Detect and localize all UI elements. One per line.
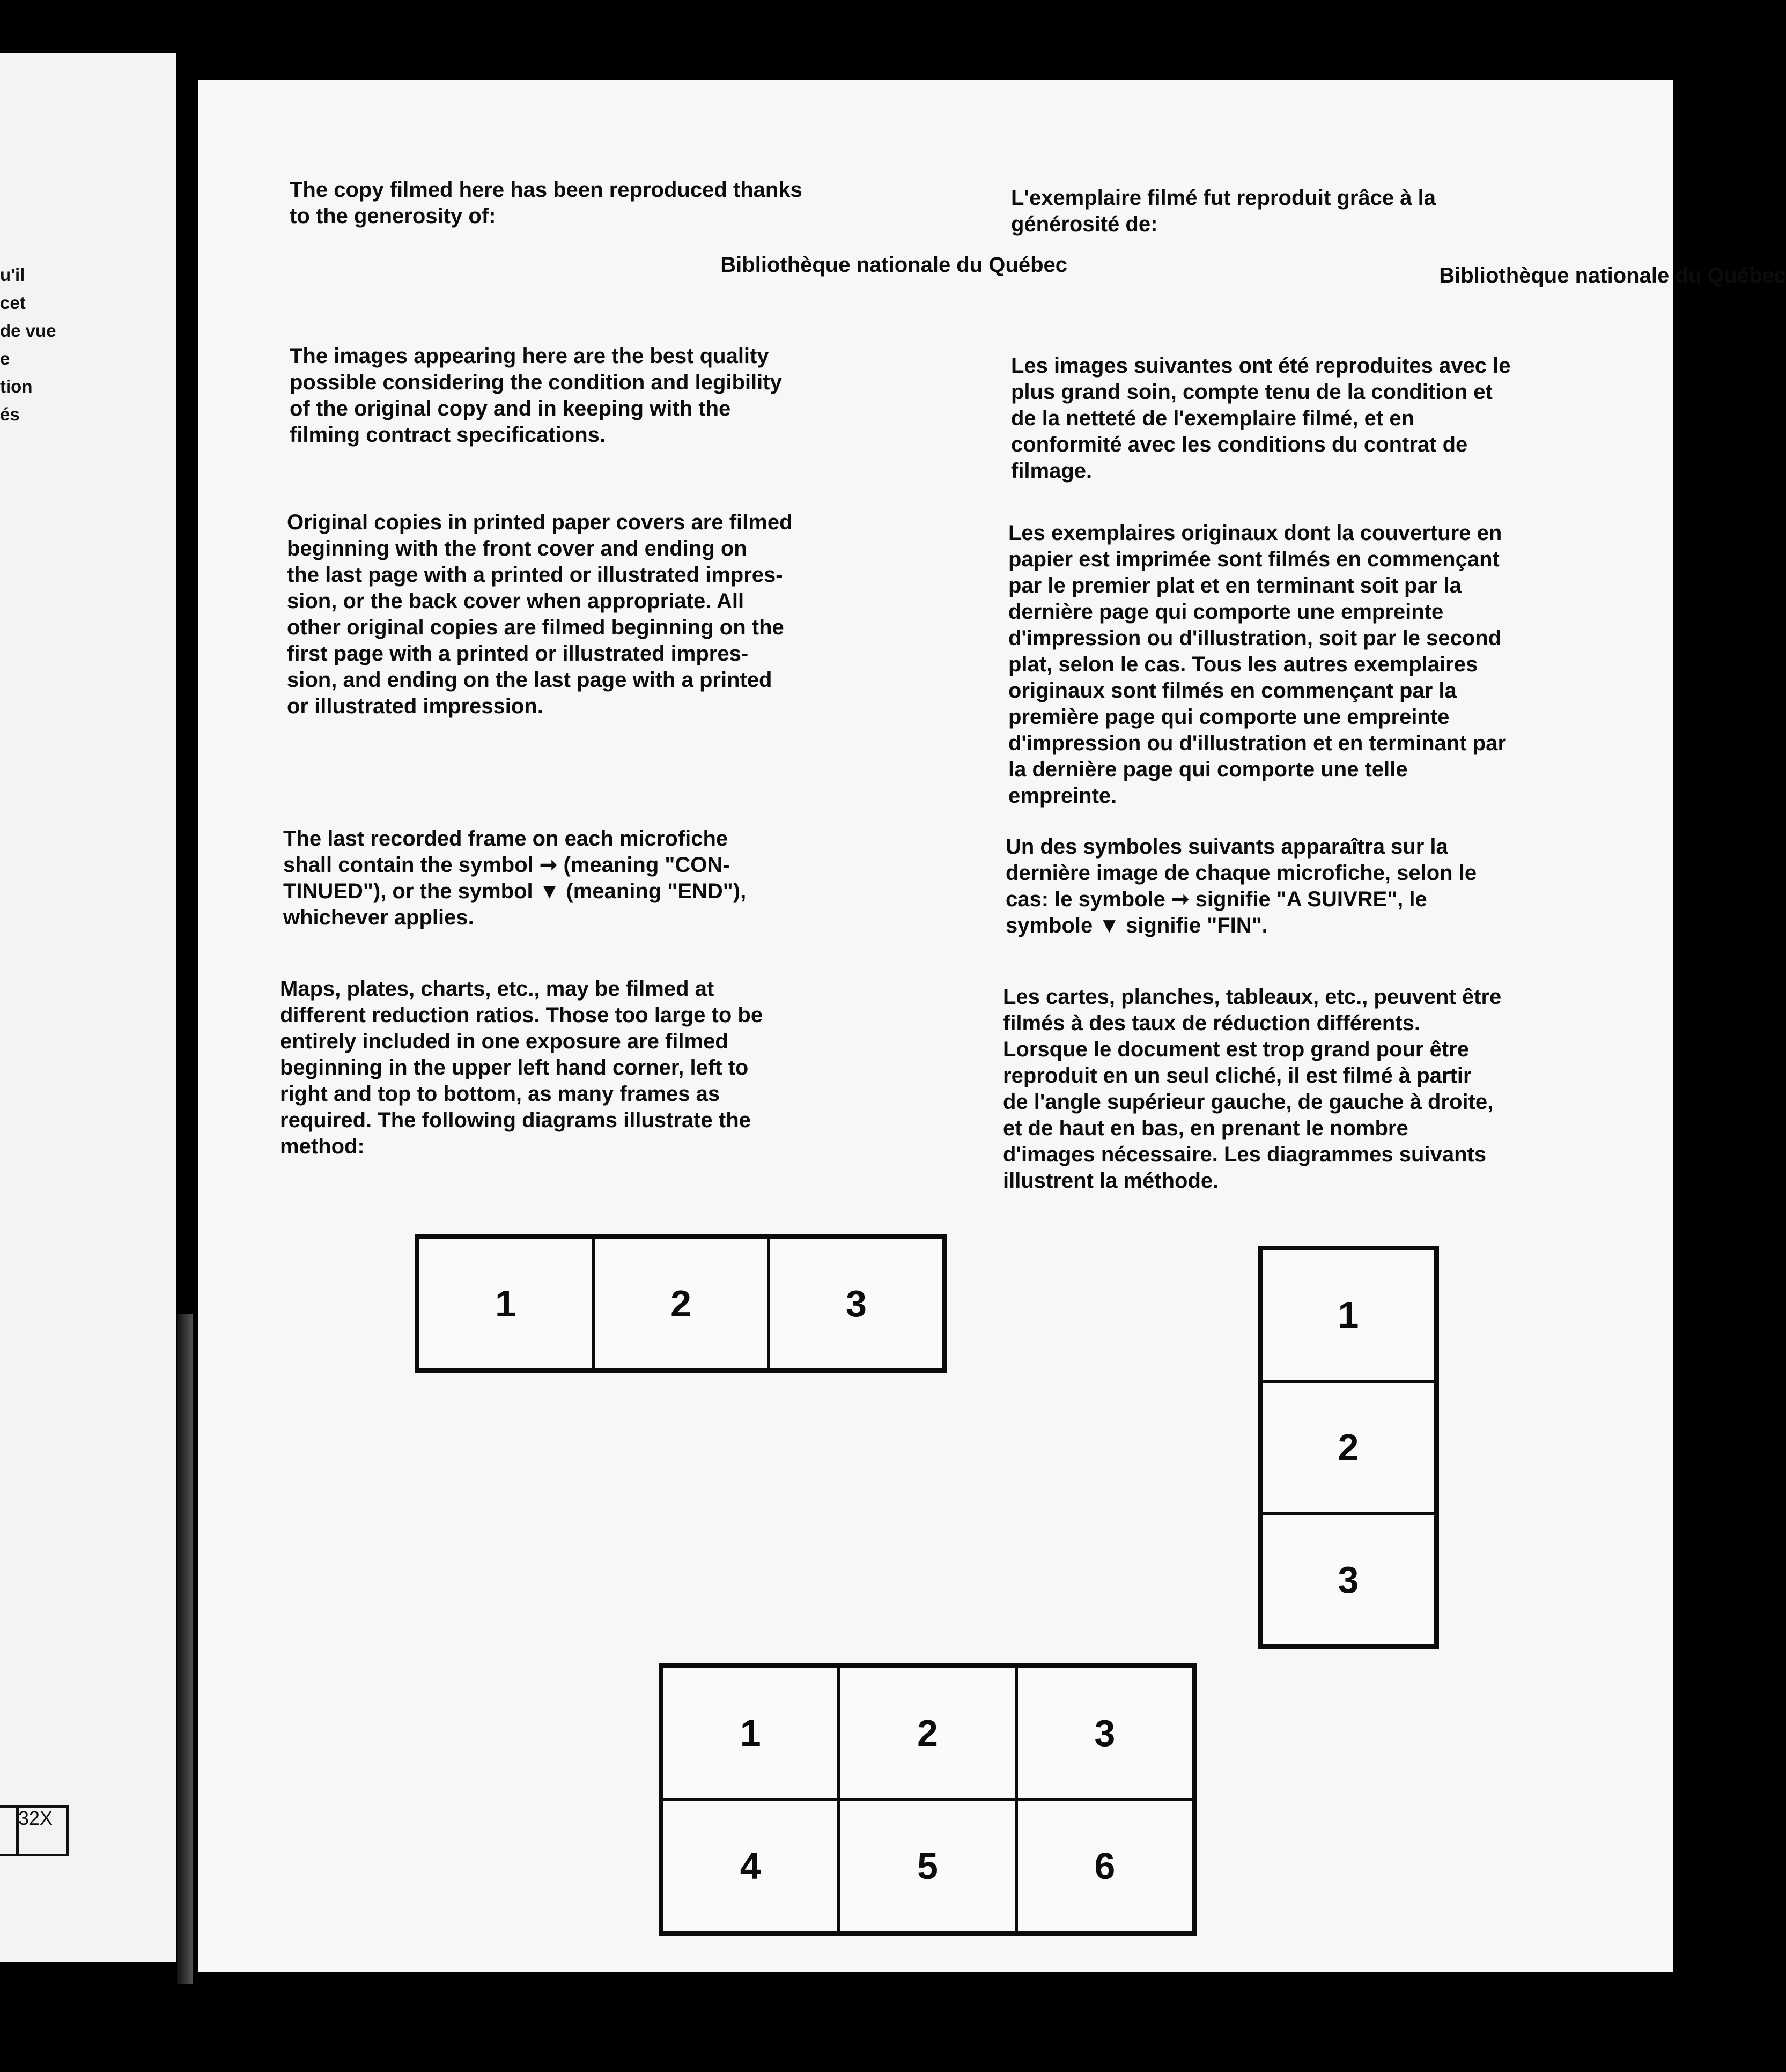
frame-cell: 3 [769, 1238, 944, 1370]
frame-cell: 1 [1261, 1249, 1436, 1381]
left-page-line: és [0, 404, 20, 424]
left-page-line: tion [0, 376, 33, 396]
diagram-grid-frames [659, 1663, 1197, 1936]
frame-cell: 1 [418, 1238, 593, 1370]
frame-cell: 6 [1016, 1800, 1193, 1933]
left-page-line: de vue [0, 321, 56, 341]
frame-cell: 3 [1261, 1513, 1436, 1646]
left-page-line: cet [0, 293, 26, 313]
frame-cell: 2 [839, 1667, 1016, 1800]
english-acknowledgement: The copy filmed here has been reproduced thanks to the generosity of: [290, 178, 802, 228]
reduction-ratio-label: 32X [18, 1807, 53, 1829]
diagram-vertical-frames [1258, 1246, 1439, 1649]
english-maps-paragraph: Maps, plates, charts, etc., may be filmed at different reduction ratios. Those too large to be entirely included in one exposure are filmed beginning in the upper left hand corner, left to right and top to bottom, as many frames as required. The following diagrams illustrate the method: [280, 977, 763, 1158]
frame-cell: 2 [593, 1238, 769, 1370]
page-gutter-shadow [177, 1314, 193, 1984]
frame-cell: 2 [1261, 1381, 1436, 1514]
english-symbols-paragraph: The last recorded frame on each microfiche shall contain the symbol ➞ (meaning "CON- TINUED"), or the symbol ▼ (meaning "END"), whichever applies. [283, 827, 747, 929]
english-quality-paragraph: The images appearing here are the best quality possible considering the condition and legibility of the original copy and in keeping with the filming contract specifications. [290, 344, 782, 447]
english-covers-paragraph: Original copies in printed paper covers are filmed beginning with the front cover and ending on the last page with a printed or illustrated impres- sion, or the back cover when appropriate. All other original copies are filmed beginning on the first page with a printed or illustrated impres- sion, and ending on the last page with a printed or illustrated impression. [287, 510, 793, 718]
left-page-line: e [0, 349, 10, 368]
frame-cell: 5 [839, 1800, 1016, 1933]
frame-cell: 4 [662, 1800, 839, 1933]
french-quality-paragraph: Les images suivantes ont été reproduites avec le plus grand soin, compte tenu de la condition et de la netteté de l'exemplaire filmé, et en conformité avec les conditions du contrat de filmage. [1011, 354, 1511, 483]
english-institution: Bibliothèque nationale du Québec [720, 253, 1067, 277]
french-acknowledgement: L'exemplaire filmé fut reproduit grâce à la générosité de: [1011, 186, 1436, 236]
french-covers-paragraph: Les exemplaires originaux dont la couverture en papier est imprimée sont filmés en commençant par le premier plat et en terminant soit par la dernière page qui comporte une empreinte d'impression ou d'illustration, soit par le second plat, selon le cas. Tous les autres exemplaires originaux sont filmés en commençant par la première page qui comporte une empreinte d'impression ou d'illustration et en terminant par la dernière page qui comporte une telle empreinte. [1008, 521, 1507, 808]
french-symbols-paragraph: Un des symboles suivants apparaîtra sur la dernière image de chaque microfiche, selon le cas: le symbole ➞ signifie "A SUIVRE", le symbole ▼ signifie "FIN". [1006, 835, 1477, 937]
main-page [198, 80, 1786, 1972]
french-maps-paragraph: Les cartes, planches, tableaux, etc., peuvent être filmés à des taux de réduction différents. Lorsque le document est trop grand pour être reproduit en un seul cliché, il est filmé à partir de l'angle supérieur gauche, de gauche à droite, et de haut en bas, en prenant le nombre d'images nécessaire. Les diagrammes suivants illustrent la méthode. [1003, 985, 1502, 1193]
french-institution: Bibliothèque nationale du Québec [1439, 264, 1786, 287]
diagram-horizontal-frames [415, 1234, 947, 1373]
frame-cell: 1 [662, 1667, 839, 1800]
left-page-fragment [0, 53, 176, 1962]
frame-cell: 3 [1016, 1667, 1193, 1800]
left-page-line: u'il [0, 265, 25, 285]
